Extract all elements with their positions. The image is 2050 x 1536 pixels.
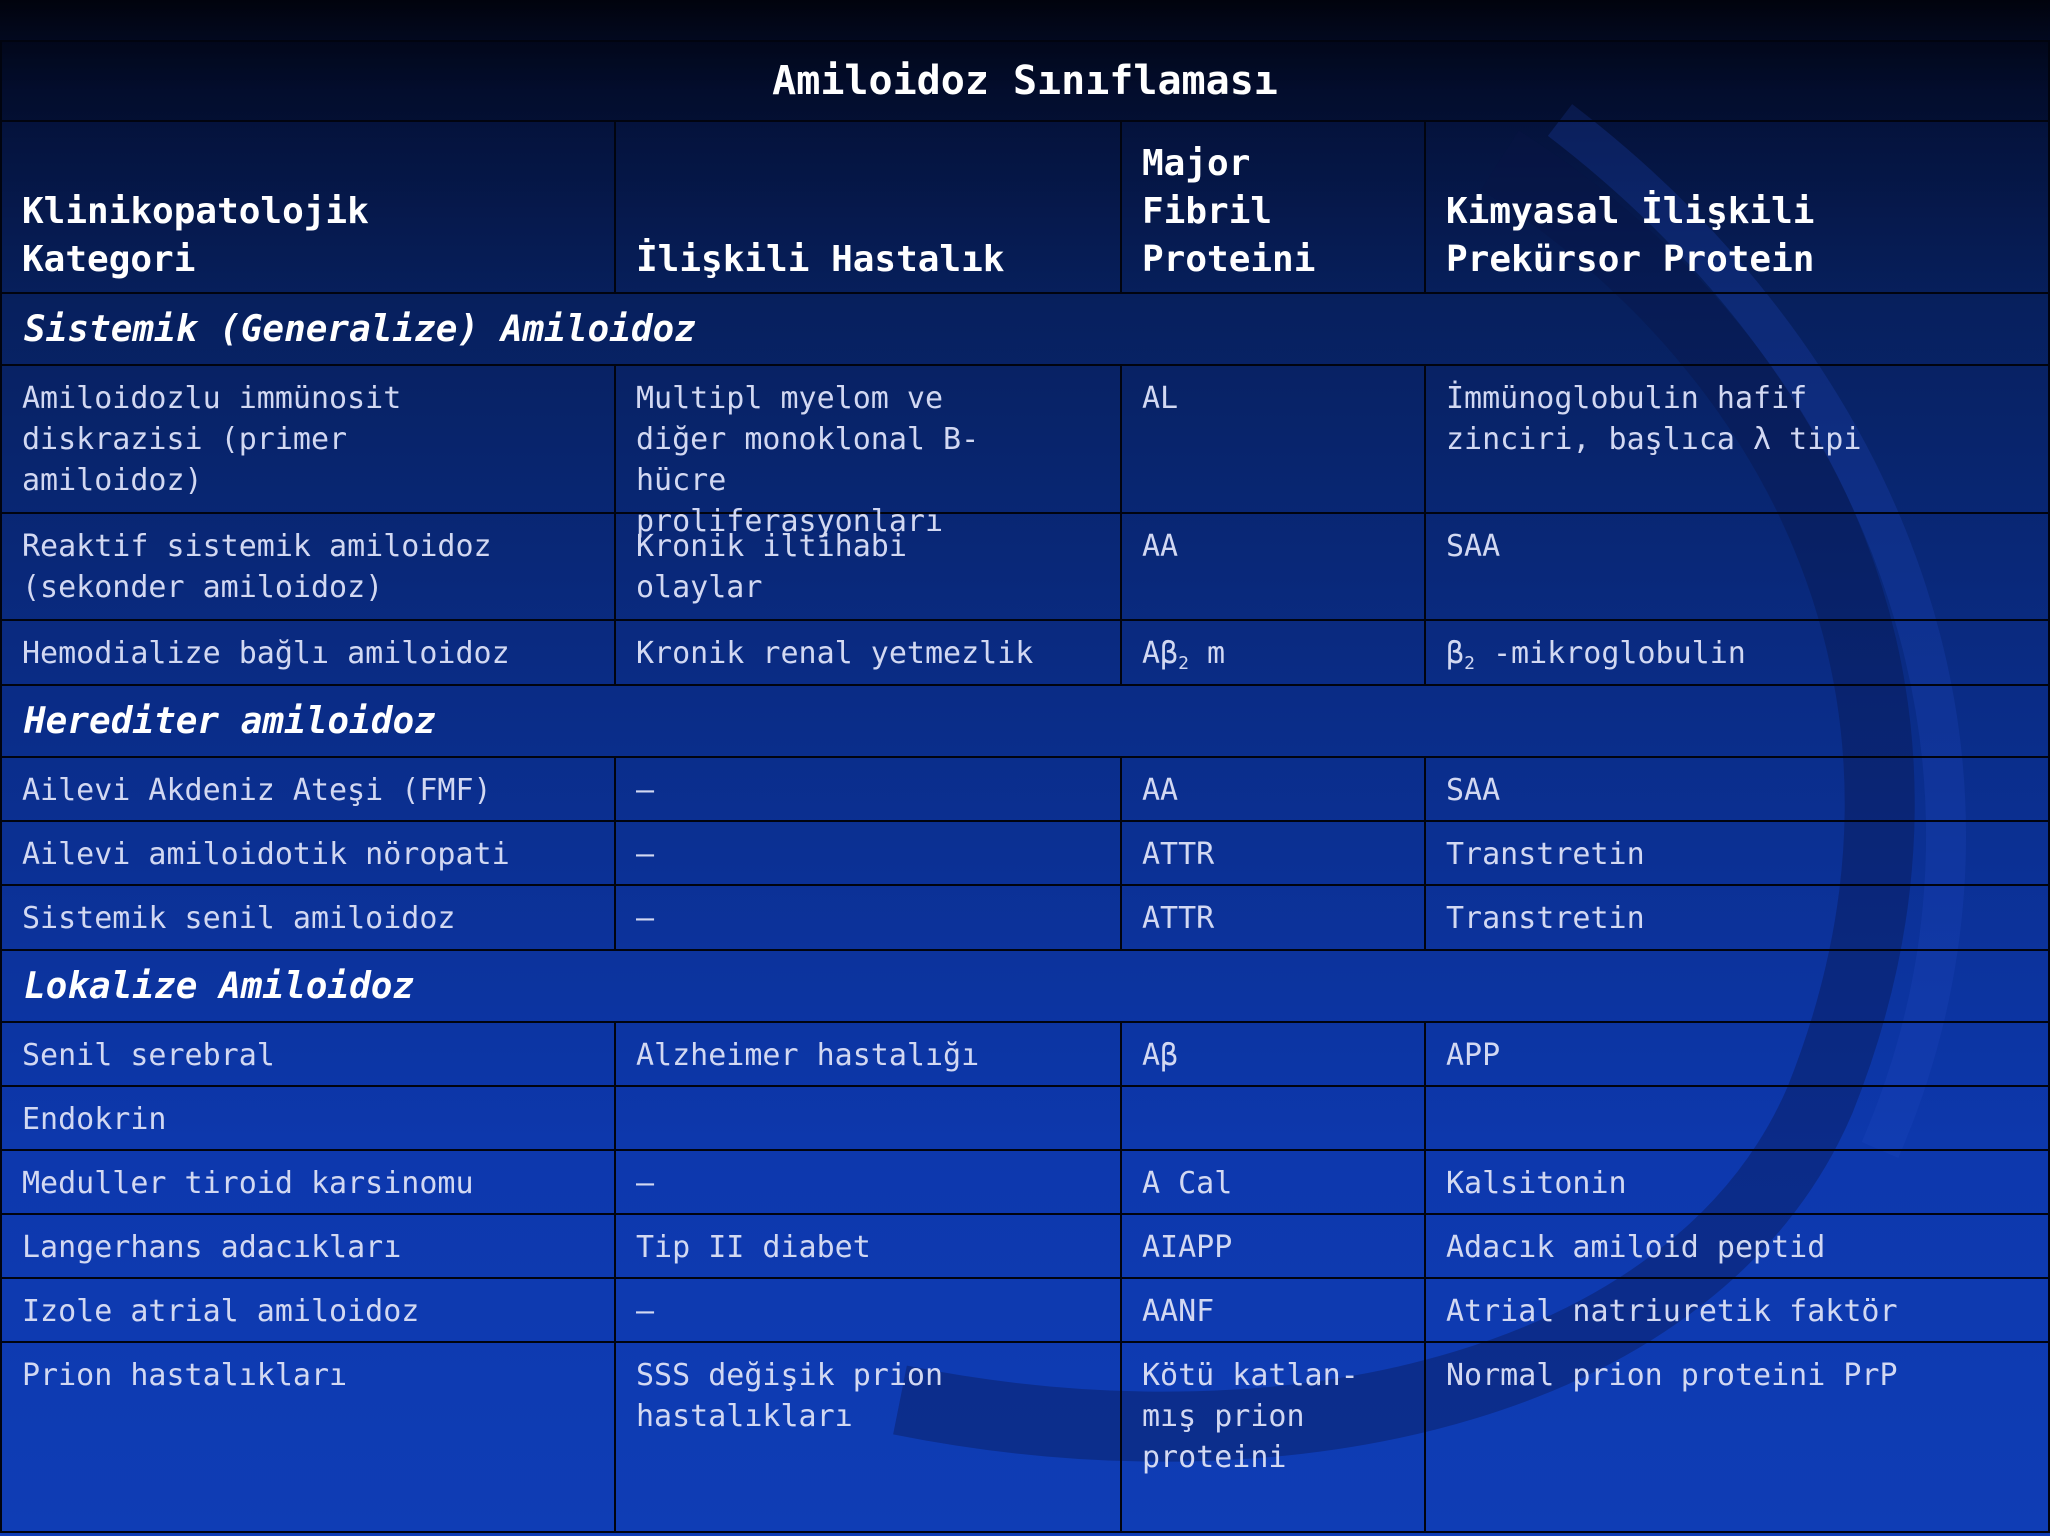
cell-precursor: SAA — [1425, 513, 2049, 620]
cell-fibril: AANF — [1121, 1278, 1425, 1342]
cell-category: Ailevi amiloidotik nöropati — [1, 821, 615, 885]
cell-precursor: $\beta_2$ -mikroglobulin — [1425, 620, 2049, 685]
cell-precursor: Normal prion proteini PrP — [1425, 1342, 2049, 1532]
table-row — [1, 757, 2049, 821]
table-row — [1, 821, 2049, 885]
cell-precursor: Kalsitonin — [1425, 1150, 2049, 1214]
cell-disease: — — [615, 1278, 1121, 1342]
cell-precursor: Atrial natriuretik faktör — [1425, 1278, 2049, 1342]
cell-category: Meduller tiroid karsinomu — [1, 1150, 615, 1214]
cell-precursor — [1425, 1086, 2049, 1150]
cell-category: Ailevi Akdeniz Ateşi (FMF) — [1, 757, 615, 821]
cell-category: Langerhans adacıkları — [1, 1214, 615, 1278]
section-title-hereditary: Herediter amiloidoz — [1, 685, 2049, 757]
header-category: Klinikopatolojik Kategori — [1, 121, 615, 293]
cell-fibril: Kötü katlan- mış prion proteini — [1121, 1342, 1425, 1532]
cell-category: Endokrin — [1, 1086, 615, 1150]
cell-disease: Multipl myelom ve diğer monoklonal B- hücre proliferasyonları — [615, 365, 1121, 513]
cell-disease: Kronik renal yetmezlik — [615, 620, 1121, 685]
cell-precursor: APP — [1425, 1022, 2049, 1086]
cell-disease — [615, 1086, 1121, 1150]
table-title-row — [1, 41, 2049, 121]
cell-fibril: Aβ — [1121, 1022, 1425, 1086]
header-disease: İlişkili Hastalık — [615, 121, 1121, 293]
section-title-localized: Lokalize Amiloidoz — [1, 950, 2049, 1022]
cell-disease: Kronik iltihabi olaylar — [615, 513, 1121, 620]
table-row — [1, 620, 2049, 685]
cell-category: Prion hastalıkları — [1, 1342, 615, 1532]
cell-fibril: AA — [1121, 757, 1425, 821]
cell-disease: — — [615, 885, 1121, 950]
cell-disease: — — [615, 821, 1121, 885]
cell-disease: — — [615, 757, 1121, 821]
section-title-systemic: Sistemik (Generalize) Amiloidoz — [1, 293, 2049, 365]
cell-fibril: ATTR — [1121, 821, 1425, 885]
amyloidosis-classification-table — [0, 40, 2050, 1533]
cell-disease: Alzheimer hastalığı — [615, 1022, 1121, 1086]
table-row — [1, 885, 2049, 950]
cell-precursor: SAA — [1425, 757, 2049, 821]
table-header-row — [1, 121, 2049, 293]
table-row — [1, 1022, 2049, 1086]
cell-category: Reaktif sistemik amiloidoz (sekonder amiloidoz) — [1, 513, 615, 620]
table-row — [1, 1086, 2049, 1150]
section-row-localized — [1, 950, 2049, 1022]
cell-disease: SSS değişik prion hastalıkları — [615, 1342, 1121, 1532]
table-row — [1, 1150, 2049, 1214]
cell-disease: Tip II diabet — [615, 1214, 1121, 1278]
cell-fibril: ATTR — [1121, 885, 1425, 950]
cell-precursor: Transtretin — [1425, 885, 2049, 950]
table-title: Amiloidoz Sınıflaması — [1, 41, 2049, 121]
header-precursor: Kimyasal İlişkili Prekürsor Protein — [1425, 121, 2049, 293]
cell-fibril: A Cal — [1121, 1150, 1425, 1214]
cell-fibril — [1121, 1086, 1425, 1150]
cell-precursor: İmmünoglobulin hafif zinciri, başlıca λ tipi — [1425, 365, 2049, 513]
cell-disease: — — [615, 1150, 1121, 1214]
cell-category: Senil serebral — [1, 1022, 615, 1086]
header-fibril: Major Fibril Proteini — [1121, 121, 1425, 293]
cell-category: Sistemik senil amiloidoz — [1, 885, 615, 950]
section-row-hereditary — [1, 685, 2049, 757]
table-row — [1, 513, 2049, 620]
cell-fibril: AL — [1121, 365, 1425, 513]
cell-precursor: Adacık amiloid peptid — [1425, 1214, 2049, 1278]
table-row — [1, 1214, 2049, 1278]
table-row — [1, 365, 2049, 513]
table-row — [1, 1342, 2049, 1532]
cell-precursor: Transtretin — [1425, 821, 2049, 885]
cell-category: Hemodialize bağlı amiloidoz — [1, 620, 615, 685]
cell-category: Amiloidozlu immünosit diskrazisi (primer amiloidoz) — [1, 365, 615, 513]
cell-fibril: AA — [1121, 513, 1425, 620]
cell-fibril: AIAPP — [1121, 1214, 1425, 1278]
cell-category: Izole atrial amiloidoz — [1, 1278, 615, 1342]
section-row-systemic — [1, 293, 2049, 365]
table-row — [1, 1278, 2049, 1342]
cell-fibril: $A\beta_2$ m — [1121, 620, 1425, 685]
